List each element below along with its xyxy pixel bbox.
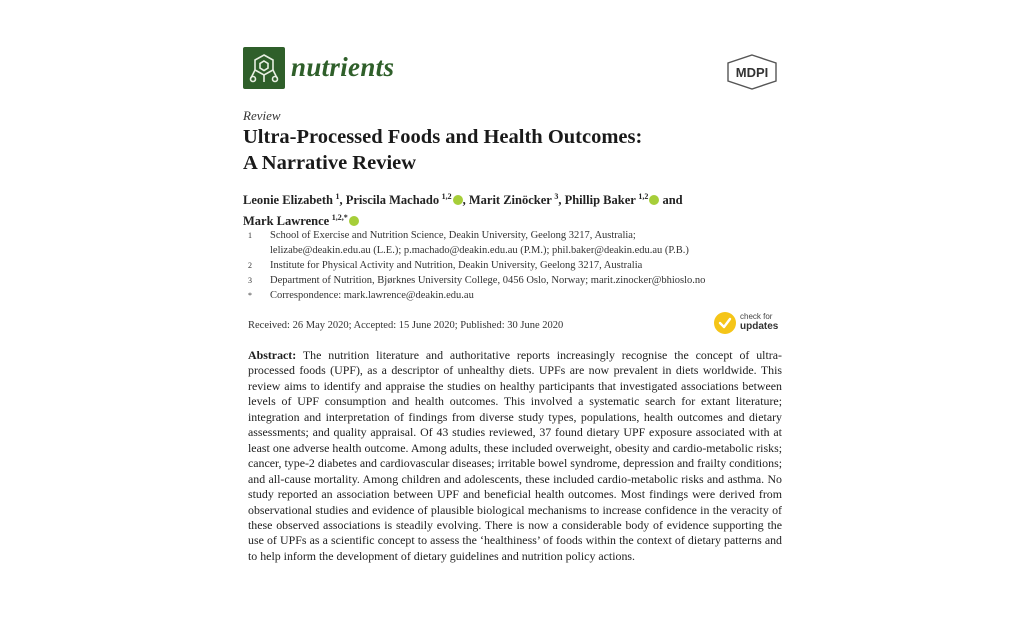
author-affil-sup: 1,2 — [441, 192, 452, 201]
check-updates-line1: check for — [740, 312, 773, 321]
affiliation-number: 2 — [248, 261, 252, 270]
check-for-updates-button[interactable] — [714, 312, 784, 336]
author-affil-sup: 1 — [335, 192, 340, 201]
title-line-2: A Narrative Review — [243, 152, 417, 174]
author-name: Mark Lawrence — [243, 214, 330, 229]
author-name: Phillip Baker — [564, 193, 636, 208]
check-icon — [714, 312, 736, 334]
author-list — [243, 188, 763, 230]
affiliation-text: Department of Nutrition, Bjørknes University College, 0456 Oslo, Norway; marit.zinocker@bhioslo.no — [270, 275, 706, 286]
orcid-icon[interactable] — [349, 216, 359, 226]
article-type: Review — [243, 108, 281, 123]
journal-logo-icon — [243, 47, 285, 89]
author-name: Marit Zinöcker — [468, 193, 552, 208]
mdpi-logo-text: MDPI — [735, 65, 769, 80]
publication-dates: Received: 26 May 2020; Accepted: 15 June 2020; Published: 30 June 2020 — [248, 320, 564, 331]
abstract-label: Abstract: — [248, 348, 297, 362]
affiliation-number: * — [248, 291, 252, 300]
author-affil-sup: 1,2 — [638, 192, 649, 201]
abstract-text: The nutrition literature and authoritative reports increasingly recognise the concept of ultra-processed foods (UPF), as a descriptor of unhealthy diets. UPFs are now prevalent in diets worldwide. This review aims to identify and appraise the studies on healthy participants that investigated associations between levels of UPF consumption and health outcomes. This involved a systematic search for extant literature; integration and interpretation of findings from diverse study types, populations, health outcomes and dietary assessments; and quality appraisal. Of 43 studies reviewed, 37 found dietary UPF exposure associated with at least one adverse health outcome. Among adults, these included overweight, obesity and cardio-metabolic risks; cancer, type-2 diabetes and cardiovascular diseases; irritable bowel syndrome, depression and frailty conditions; and all-cause mortality. Among children and adolescents, these included cardio-metabolic risks and asthma. No study reported an association between UPF and beneficial health outcomes. Most findings were derived from observational studies and evidence of plausible biological mechanisms to increase confidence in the veracity of these observed associations is steadily evolving. There is now a considerable body of evidence supporting the use of UPFs as a scientific concept to assess the ‘healthiness’ of foods within the context of dietary patterns and to help inform the development of dietary guidelines and nutrition policy actions. — [248, 348, 782, 563]
affiliation-number: 3 — [248, 276, 252, 285]
check-updates-line2: updates — [740, 321, 779, 332]
article-title — [243, 124, 763, 176]
author-line-2 — [243, 209, 763, 230]
author-affil-sup: 3 — [554, 192, 559, 201]
journal-name: nutrients — [291, 52, 395, 82]
affiliation-number: 1 — [248, 231, 252, 240]
author-name: Priscila Machado — [345, 193, 440, 208]
affiliation-text: School of Exercise and Nutrition Science, Deakin University, Geelong 3217, Australia; — [270, 230, 636, 241]
affiliation-text: Correspondence: mark.lawrence@deakin.edu.au — [270, 290, 474, 301]
affiliation-text: Institute for Physical Activity and Nutrition, Deakin University, Geelong 3217, Australia — [270, 260, 643, 271]
title-line-1: Ultra-Processed Foods and Health Outcomes: — [243, 126, 643, 148]
orcid-icon[interactable] — [453, 195, 463, 205]
affiliation-text: lelizabe@deakin.edu.au (L.E.); p.machado@deakin.edu.au (P.M.); phil.baker@deakin.edu.au (P.B.) — [270, 245, 689, 256]
abstract — [248, 348, 782, 564]
orcid-icon[interactable] — [649, 195, 659, 205]
author-line-1: Leonie Elizabeth $^1$, Priscila Machado $^{1,2}$ , Marit Zinöcker $^3$, Phillip Baker $^{1,2}$ and — [243, 192, 683, 208]
author-name: Leonie Elizabeth — [243, 193, 333, 208]
author-affil-sup: 1,2,* — [331, 213, 348, 223]
mdpi-logo — [726, 54, 778, 90]
